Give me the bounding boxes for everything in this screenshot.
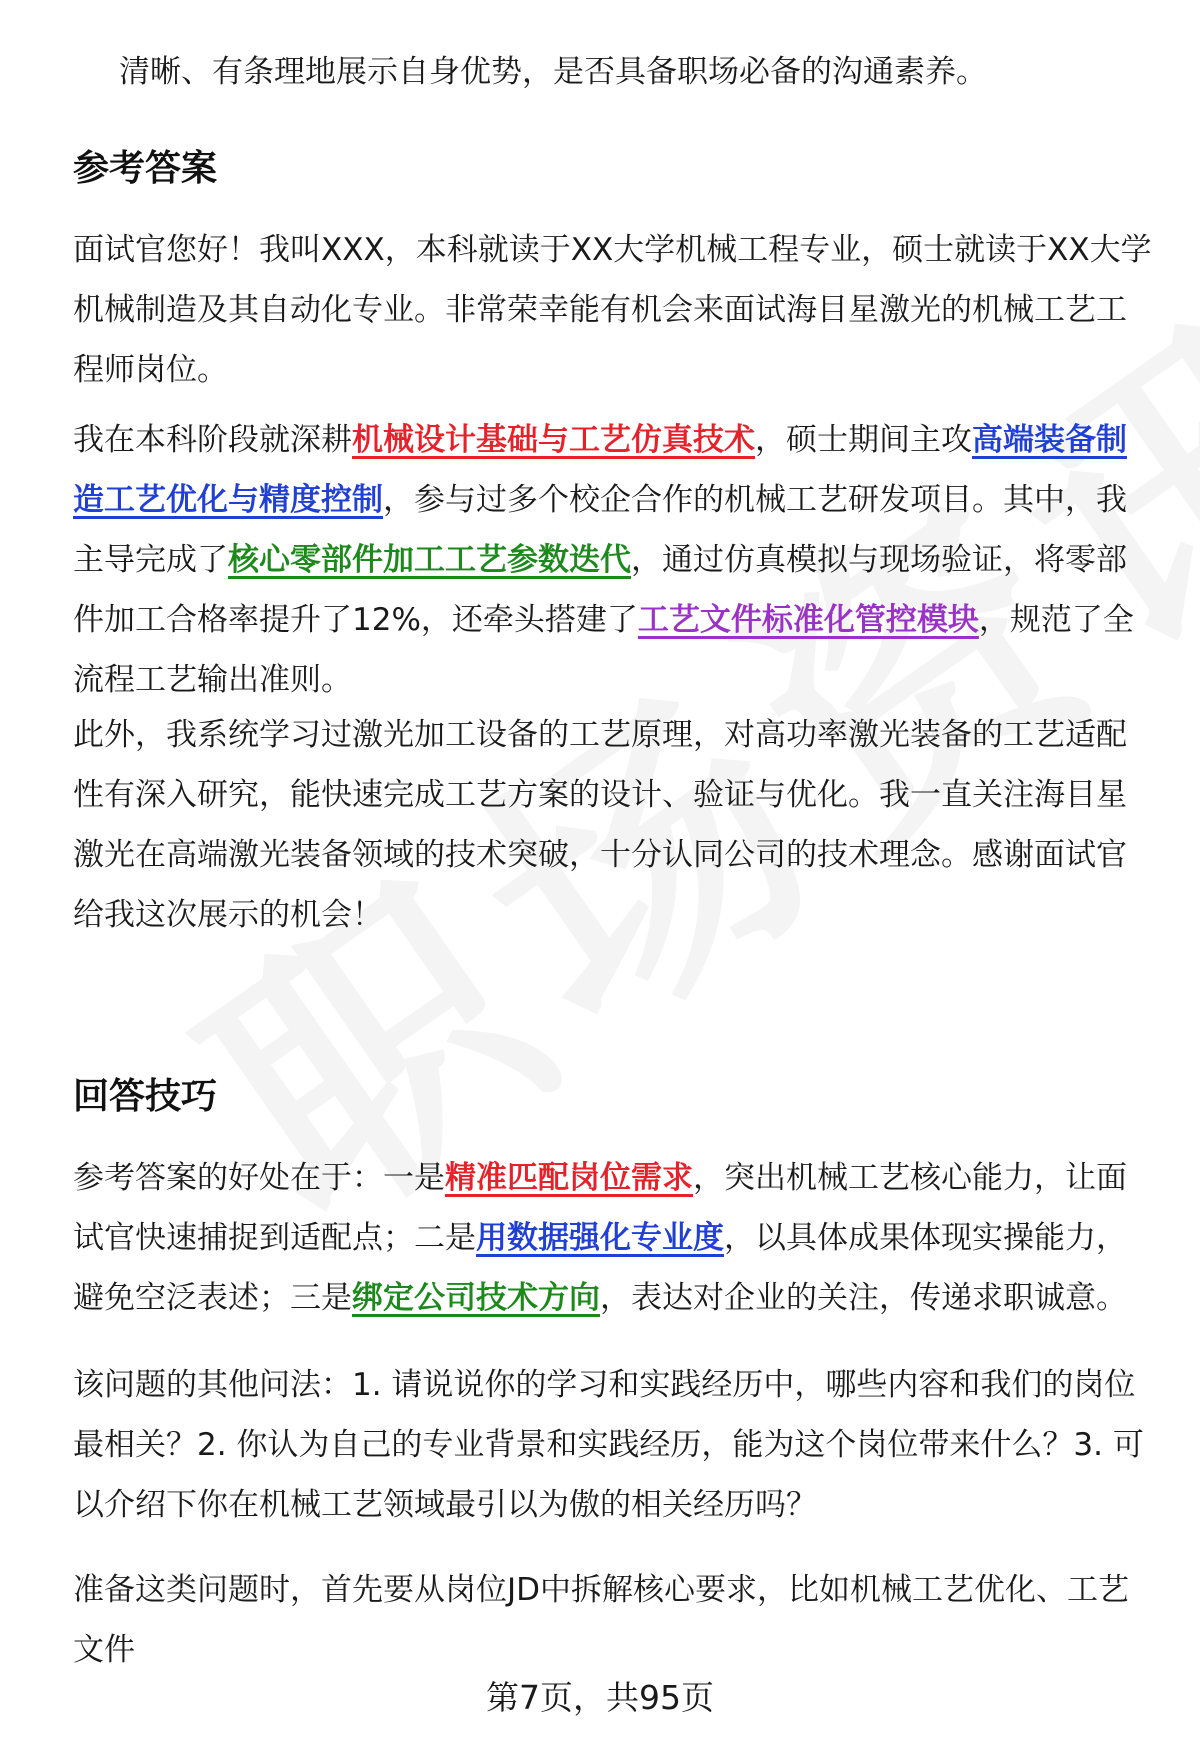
highlight-keyword: 核心零部件加工工艺参数迭代 <box>228 542 631 578</box>
section-title-reference-answer: 参考答案 <box>73 148 218 189</box>
tips-paragraph-2: 该问题的其他问法：1. 请说说你的学习和实践经历中，哪些内容和我们的岗位最相关？2. 你认为自己的专业背景和实践经历，能为这个岗位带来什么？3. 可以介绍下你在机械工艺领域最引以为傲的相关经历吗？ <box>73 1367 1144 1523</box>
answer-paragraph-1: 面试官您好！我叫XXX，本科就读于XX大学机械工程专业，硕士就读于XX大学机械制造及其自动化专业。非常荣幸能有机会来面试海目星激光的机械工艺工程师岗位。 <box>73 232 1152 388</box>
answer-text: ，通过仿真模拟与现场验证，将零部件加工合格率提升了12%，还牵头搭建了 <box>73 542 1127 638</box>
answer-paragraph-2 <box>73 410 1153 710</box>
answer-text: 我在本科阶段就深耕 <box>73 422 352 458</box>
intro-line: 清晰、有条理地展示自身优势，是否具备职场必备的沟通素养。 <box>119 54 987 90</box>
tips-paragraph-3: 准备这类问题时，首先要从岗位JD中拆解核心要求，比如机械工艺优化、工艺文件 <box>73 1572 1130 1668</box>
highlight-keyword: 绑定公司技术方向 <box>352 1280 600 1316</box>
highlight-keyword: 高端装备制造工艺优化与精度控制 <box>73 422 1127 518</box>
page-number: 第7页，共95页 <box>486 1678 714 1717</box>
answer-text: ，硕士期间主攻 <box>755 422 972 458</box>
tips-text: ，表达对企业的关注，传递求职诚意。 <box>600 1280 1127 1316</box>
tips-text: ，以具体成果体现实操能力，避免空泛表述；三是 <box>73 1220 1127 1316</box>
highlight-keyword: 用数据强化专业度 <box>476 1220 724 1256</box>
tips-paragraph-1 <box>73 1148 1153 1328</box>
answer-text: ，参与过多个校企合作的机械工艺研发项目。其中，我主导完成了 <box>73 482 1127 578</box>
tips-text: 参考答案的好处在于：一是 <box>73 1160 445 1196</box>
highlight-keyword: 机械设计基础与工艺仿真技术 <box>352 422 755 458</box>
highlight-keyword: 精准匹配岗位需求 <box>445 1160 693 1196</box>
tips-text: ，突出机械工艺核心能力，让面试官快速捕捉到适配点；二是 <box>73 1160 1127 1256</box>
answer-paragraph-3: 此外，我系统学习过激光加工设备的工艺原理，对高功率激光装备的工艺适配性有深入研究，能快速完成工艺方案的设计、验证与优化。我一直关注海目星激光在高端激光装备领域的技术突破，十分认同公司的技术理念。感谢面试官给我这次展示的机会！ <box>73 717 1127 933</box>
section-title-answer-tips: 回答技巧 <box>73 1076 218 1117</box>
answer-text: ，规范了全流程工艺输出准则。 <box>73 602 1134 698</box>
highlight-keyword: 工艺文件标准化管控模块 <box>637 602 979 638</box>
